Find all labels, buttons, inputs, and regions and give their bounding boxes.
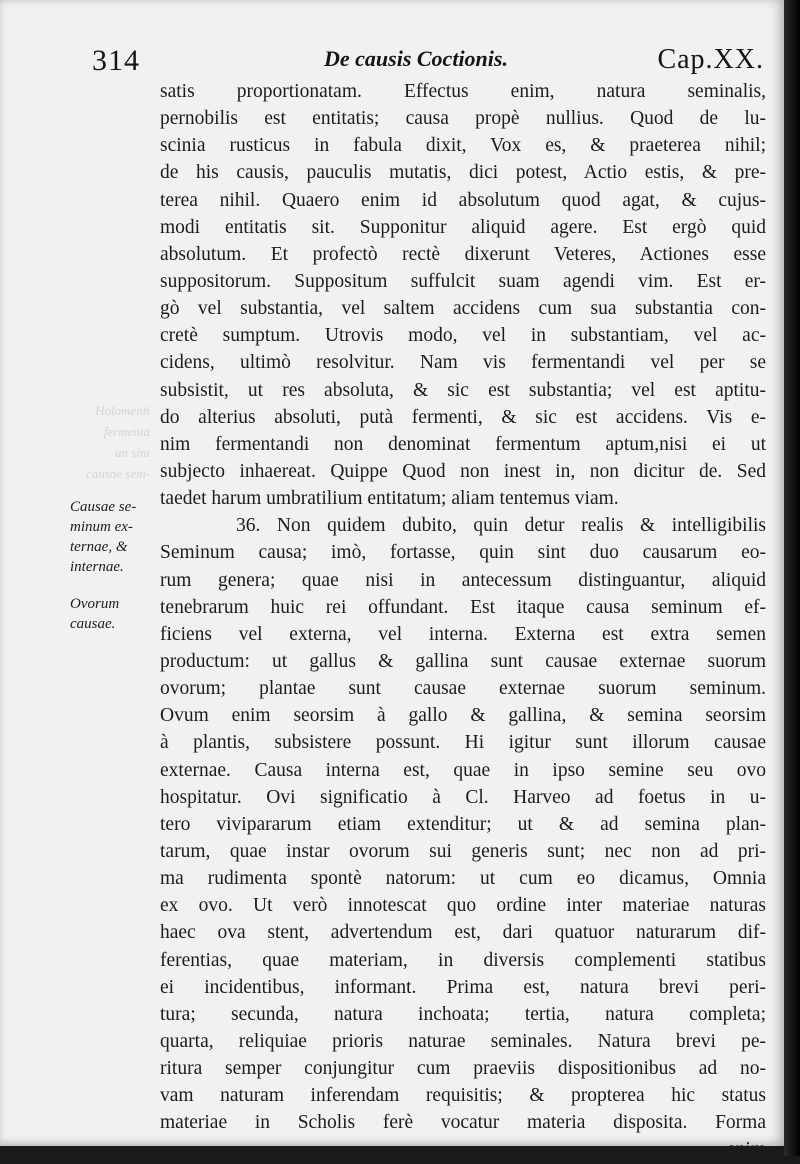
text-line: Ovum enim seorsim à gallo & gallina, & semina seorsim: [160, 705, 766, 727]
margin-note-line: ternae, &: [70, 539, 128, 555]
text-line: taedet harum umbratilium entitatum; aliam tentemus viam.: [160, 488, 619, 510]
margin-note-line: internae.: [70, 559, 124, 575]
text-line: ferentias, quae materiam, in diversis complementi statibus: [160, 949, 766, 971]
page-edge-shadow: [784, 0, 800, 1156]
text-line: cretè sumptum. Utrovis modo, vel in substantiam, vel ac-: [160, 325, 766, 347]
text-line: rum genera; quae nisi in antecessum distinguantur, aliquid: [160, 569, 766, 591]
text-line: vam naturam inferendam requisitis; & propterea hic status: [160, 1085, 766, 1107]
text-line: suppositorum. Suppositum suffulcit suam agendi vim. Est er-: [160, 270, 766, 292]
text-line: subjecto inhaereat. Quippe Quod non inest in, non dicitur de. Sed: [160, 460, 766, 482]
chapter-label: Cap.XX.: [657, 44, 764, 75]
text-line: materiae in Scholis ferè vocatur materia disposita. Forma: [160, 1112, 766, 1134]
margin-note-line: causae.: [70, 616, 116, 632]
text-line: gò vel substantia, vel saltem accidens cum sua substantia con-: [160, 298, 766, 320]
text-line: productum: ut gallus & gallina sunt causae externae suorum: [160, 650, 766, 672]
text-line: haec ova stent, advertendum est, dari quatuor naturarum dif-: [160, 922, 766, 944]
text-line: ovorum; plantae sunt causae externae suorum seminum.: [160, 678, 766, 700]
margin-notes: [70, 497, 154, 651]
text-line: nim fermentandi non denominat fermentum aptum,nisi ei ut: [160, 433, 766, 455]
bleed-line: causae sem-: [86, 466, 150, 481]
bleed-line: an sint: [114, 445, 150, 460]
text-line: ei incidentibus, informant. Prima est, natura brevi peri-: [160, 976, 766, 998]
text-line: modi entitatis sit. Supponitur aliquid agere. Est ergò quid: [160, 216, 766, 238]
text-line: absolutum. Et profectò rectè dixerunt Veteres, Actiones esse: [160, 243, 766, 265]
text-line: tenebrarum huic rei offundant. Est itaque causa seminum ef-: [160, 596, 766, 618]
text-line: tarum, quae instar ovorum sui generis sunt; nec non ad pri-: [160, 840, 766, 862]
text-line: terea nihil. Quaero enim id absolutum quod agat, & cujus-: [160, 189, 766, 211]
running-title: De causis Coctionis.: [324, 46, 508, 71]
text-line: cidens, ultimò resolvitur. Nam vis fermentandi vel per se: [160, 352, 766, 374]
text-line: de his causis, pauculis mutatis, dici potest, Actio estis, & pre-: [160, 162, 766, 184]
text-line: ma rudimenta spontè natorum: ut cum eo dicamus, Omnia: [160, 868, 766, 890]
catchword: enim: [727, 1139, 766, 1161]
text-line: hospitatur. Ovi significatio à Cl. Harveo ad foetus in u-: [160, 786, 766, 808]
text-line: do alterius absoluti, putà fermenti, & sic est accidens. Vis e-: [160, 406, 766, 428]
margin-note: [70, 594, 154, 634]
page-number: 314: [92, 44, 140, 77]
margin-note: [70, 497, 154, 577]
text-line: tura; secunda, natura inchoata; tertia, natura completa;: [160, 1003, 766, 1025]
text-line: scinia rusticus in fabula dixit, Vox es, & praeterea nihil;: [160, 135, 766, 157]
bleed-line: fermenta: [103, 424, 150, 439]
paragraph-start-line: 36. Non quidem dubito, quin detur realis & intelligibilis: [236, 515, 766, 537]
body-text: [160, 78, 766, 1164]
text-line: ritura semper conjungitur cum praeviis dispositionibus ad no-: [160, 1058, 766, 1080]
margin-note-line: Ovorum: [70, 596, 120, 612]
text-line: pernobilis est entitatis; causa propè nullius. Quod de lu-: [160, 108, 766, 130]
text-line: satis proportionatam. Effectus enim, natura seminalis,: [160, 81, 766, 102]
text-line: externae. Causa interna est, quae in ipso semine seu ovo: [160, 759, 766, 781]
bleed-line: Holomenti: [95, 403, 150, 418]
margin-note-line: minum ex-: [70, 519, 133, 535]
text-line: à plantis, subsistere possunt. Hi igitur sunt illorum causae: [160, 732, 766, 754]
text-line: Seminum causa; imò, fortasse, quin sint duo causarum eo-: [160, 542, 766, 564]
text-line: quarta, reliquiae prioris naturae seminales. Natura brevi pe-: [160, 1030, 766, 1052]
text-line: ficiens vel externa, vel interna. Externa est extra semen: [160, 623, 766, 645]
text-line: ex ovo. Ut verò innotescat quo ordine inter materiae naturas: [160, 895, 766, 917]
page-header: [92, 44, 764, 80]
text-line: subsistit, ut res absoluta, & sic est substantia; vel est aptitu-: [160, 379, 766, 401]
margin-note-line: Causae se-: [70, 499, 137, 515]
text-line: tero vivipararum etiam extenditur; ut & ad semina plan-: [160, 813, 766, 835]
bleed-through-text: [64, 400, 150, 484]
